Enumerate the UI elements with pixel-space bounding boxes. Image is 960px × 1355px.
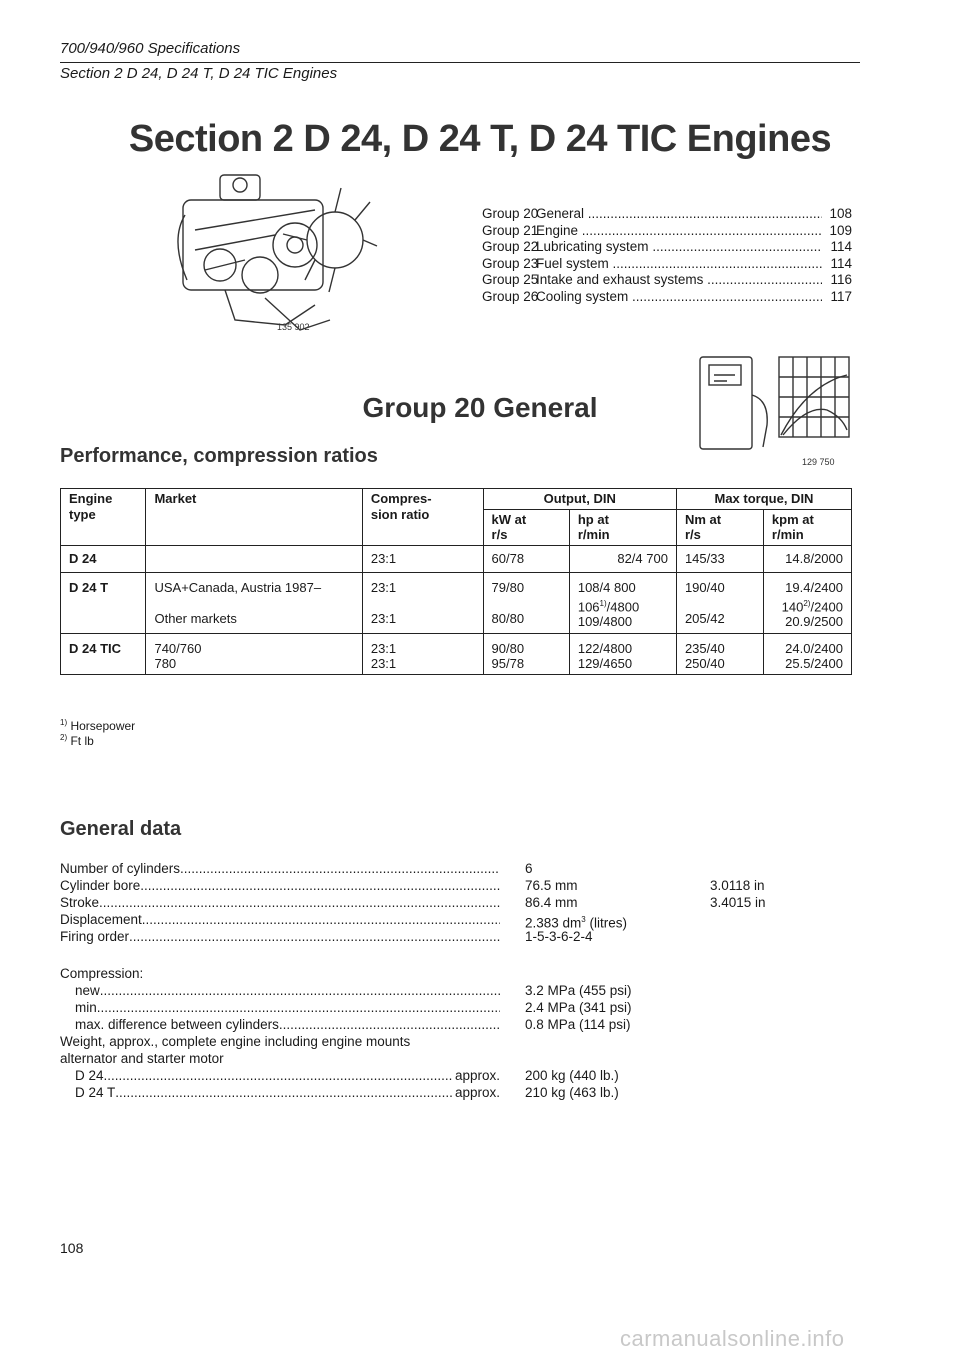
- header-compression-ratio: Compres- sion ratio: [362, 489, 483, 546]
- spec-label: Number of cylinders: [60, 861, 181, 876]
- watermark: carmanualsonline.info: [620, 1326, 845, 1351]
- spec-label: max. difference between cylinders: [75, 1017, 279, 1032]
- table-row: [61, 573, 852, 634]
- cell-engine: D 24 T: [61, 573, 146, 634]
- header-nm: Nm at r/s: [676, 509, 763, 545]
- header-output: Output, DIN: [483, 489, 676, 510]
- general-data-list: [60, 860, 860, 1101]
- cell-ratio: 23:1: [362, 545, 483, 573]
- header-max-torque: Max torque, DIN: [676, 489, 851, 510]
- toc-entry[interactable]: [482, 239, 852, 256]
- table-row: [61, 545, 852, 573]
- toc-page: 116: [830, 272, 852, 287]
- cell-market: USA+Canada, Austria 1987– Other markets: [146, 573, 362, 634]
- spec-row: D 24 ..... approx. 200 kg (440 lb.): [60, 1067, 860, 1084]
- spec-value: 0.8 MPa (114 psi): [525, 1017, 631, 1032]
- toc-entry[interactable]: [482, 272, 852, 289]
- running-header-section: Section 2 D 24, D 24 T, D 24 TIC Engines: [60, 65, 338, 82]
- toc-entry[interactable]: [482, 289, 852, 306]
- cell-hp: 122/4800 129/4650: [569, 633, 676, 674]
- spec-value-imperial: 3.4015 in: [710, 895, 766, 910]
- header-engine-type: Engine type: [61, 489, 146, 546]
- spec-value: 86.4 mm: [525, 895, 578, 910]
- cell-kpm: 14.8/2000: [763, 545, 851, 573]
- cell-kw: 60/78: [483, 545, 569, 573]
- cell-hp: 108/4 800 106$^{1)}$/4800 109/4800: [569, 573, 676, 634]
- toc-group: Group 21: [482, 222, 539, 238]
- footnote: $^{1)}$ Horsepower: [60, 718, 136, 733]
- general-data-title: General data: [60, 818, 182, 840]
- performance-table: [60, 488, 852, 675]
- spec-value: 2.383 $dm^3$ (litres): [525, 915, 627, 931]
- toc-entry[interactable]: [482, 206, 852, 223]
- spec-row: [60, 928, 860, 945]
- cell-kw: 79/80 80/80: [483, 573, 569, 634]
- toc-group: Group 22: [482, 239, 539, 254]
- cell-nm: 190/40 205/42: [676, 573, 763, 634]
- spec-row: [60, 911, 860, 931]
- spec-label: Cylinder bore: [60, 878, 141, 893]
- spec-heading: Weight, approx., complete engine including engine mounts: [60, 1034, 411, 1049]
- spec-value: 2.4 MPa (341 psi): [525, 1000, 632, 1015]
- cell-engine: D 24: [61, 545, 146, 573]
- header-kw: kW at r/s: [483, 509, 569, 545]
- header-rule: [60, 62, 860, 63]
- cell-kw: 90/80 95/78: [483, 633, 569, 674]
- cell-nm: 235/40 250/40: [676, 633, 763, 674]
- cell-hp: 82/4 700: [569, 545, 676, 573]
- footnote: $^{2)}$ Ft lb: [60, 733, 94, 748]
- cell-market: 740/760 780: [146, 633, 362, 674]
- spec-label: Firing order: [60, 929, 130, 944]
- header-market: Market: [146, 489, 362, 546]
- cell-engine: D 24 TIC: [61, 633, 146, 674]
- table-row: [61, 633, 852, 674]
- spec-label: min: [75, 1000, 97, 1015]
- spec-row: [60, 860, 860, 877]
- cell-kpm: 19.4/2400 140$^{2)}$/2400 20.9/2500: [763, 573, 851, 634]
- group-title: Group 20 General: [362, 392, 598, 423]
- spec-row: [60, 877, 860, 894]
- group-contents: [482, 206, 852, 305]
- spec-heading: Compression:: [60, 966, 144, 981]
- spec-row: [60, 982, 860, 999]
- spec-label: new: [75, 983, 100, 998]
- toc-title: Lubricating system .....: [536, 239, 822, 256]
- toc-page: 117: [830, 288, 852, 304]
- spec-label: D 24 T: [75, 1085, 116, 1100]
- spec-value: 210 kg (463 lb.): [525, 1085, 619, 1100]
- toc-title: Engine .....: [536, 223, 822, 240]
- spec-row: [60, 894, 860, 911]
- cell-ratio: 23:1 23:1: [362, 573, 483, 634]
- spec-value: 6: [525, 861, 533, 876]
- cell-nm: 145/33: [676, 545, 763, 573]
- engine-illustration: [165, 170, 380, 345]
- toc-title: General .....: [536, 206, 822, 223]
- toc-title: Cooling system .....: [536, 289, 822, 306]
- section-title: Section 2 D 24, D 24 T, D 24 TIC Engines: [128, 118, 832, 160]
- spec-row: [60, 999, 860, 1016]
- header-kpm: kpm at r/min: [763, 509, 851, 545]
- header-hp: hp at r/min: [569, 509, 676, 545]
- spec-label: Stroke: [60, 895, 100, 910]
- spec-value: 1-5-3-6-2-4: [525, 929, 593, 944]
- toc-page: 114: [830, 255, 852, 271]
- toc-group: Group 25: [482, 272, 539, 287]
- spec-value-imperial: 3.0118 in: [710, 878, 765, 893]
- cell-ratio: 23:1 23:1: [362, 633, 483, 674]
- toc-group: Group 26: [482, 288, 539, 304]
- performance-title: Performance, compression ratios: [60, 445, 378, 467]
- toc-group: Group 23: [482, 255, 539, 271]
- spec-row: [60, 1016, 860, 1033]
- pump-figure-code: 129 750: [802, 457, 835, 467]
- toc-page: 114: [830, 239, 852, 254]
- toc-entry[interactable]: [482, 256, 852, 273]
- toc-title: Fuel system .....: [536, 256, 822, 273]
- spec-row: D 24 T ..... approx. 210 kg (463 lb.): [60, 1084, 860, 1101]
- running-header-title: 700/940/960 Specifications: [60, 40, 241, 57]
- spec-value: 3.2 MPa (455 psi): [525, 983, 632, 998]
- toc-page: 109: [829, 222, 852, 238]
- spec-value: 200 kg (440 lb.): [525, 1068, 619, 1083]
- toc-page: 108: [829, 206, 852, 221]
- cell-market: [146, 545, 362, 573]
- spec-label: Displacement: [60, 912, 142, 927]
- engine-figure-code: 135 902: [277, 322, 310, 332]
- toc-entry[interactable]: [482, 223, 852, 240]
- spec-heading: alternator and starter motor: [60, 1051, 224, 1066]
- page-number: 108: [60, 1240, 84, 1256]
- toc-title: Intake and exhaust systems .....: [536, 272, 822, 289]
- spec-value: 76.5 mm: [525, 878, 578, 893]
- table-header-row: [61, 489, 852, 510]
- cell-kpm: 24.0/2400 25.5/2400: [763, 633, 851, 674]
- spec-label: D 24: [75, 1068, 104, 1083]
- toc-group: Group 20: [482, 206, 539, 221]
